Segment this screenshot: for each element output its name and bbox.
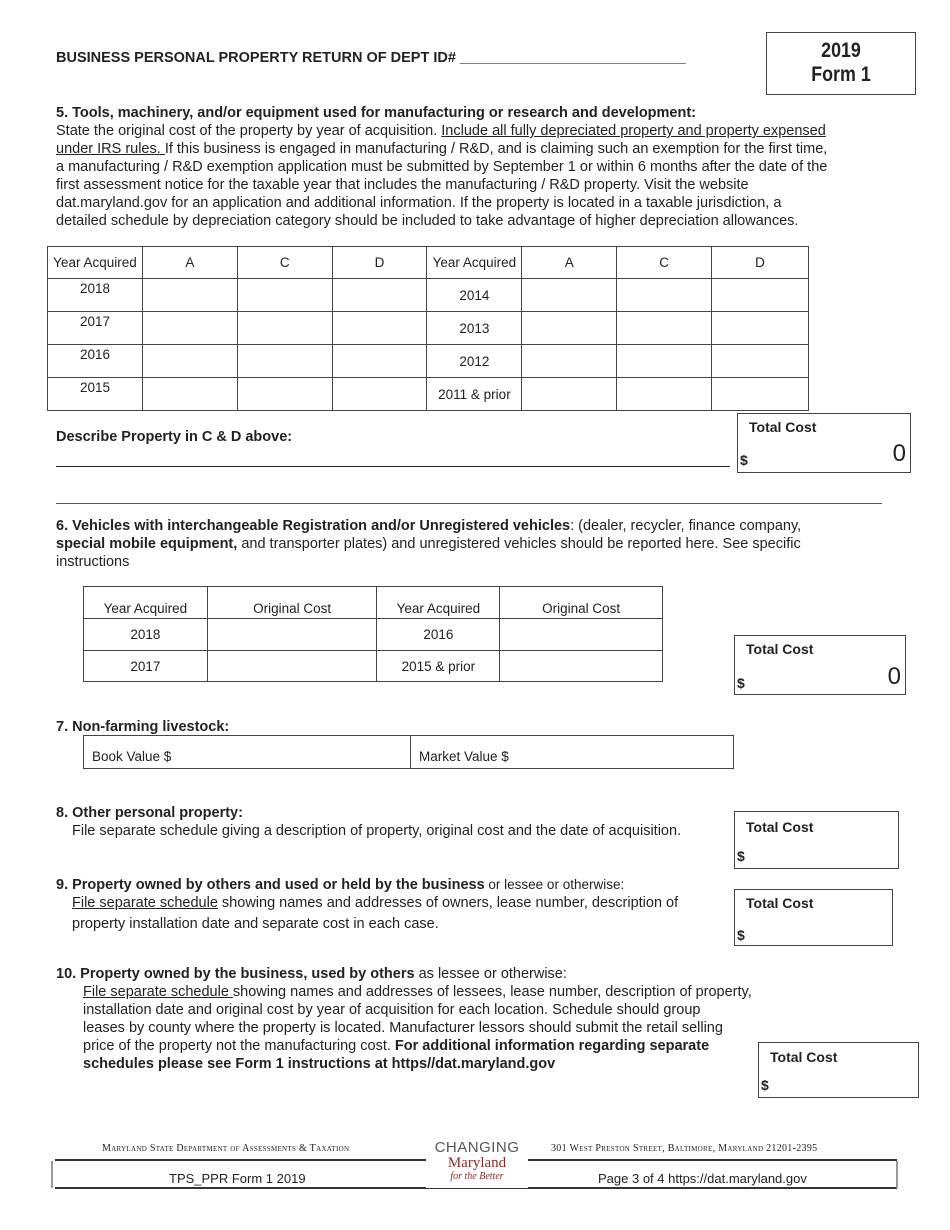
s5-cell[interactable]: [237, 279, 332, 312]
logo-maryland: Maryland: [447, 1155, 507, 1171]
s5-table: [47, 246, 809, 411]
s6-text: [56, 517, 906, 571]
dollar-sign: $: [737, 927, 745, 943]
footer-form-id: TPS_PPR Form 1 2019: [169, 1171, 306, 1186]
s10-l4b: For additional information regarding separate: [394, 1038, 710, 1054]
table-row: [48, 345, 809, 378]
total-cost-label: Total Cost: [770, 1049, 838, 1065]
s5-th-c: C: [237, 247, 332, 279]
s6-cell[interactable]: [500, 651, 663, 682]
table-row: [84, 651, 663, 682]
s9-l2: property installation date and separate cost in each case.: [72, 916, 439, 932]
footer-bracket-left: [51, 1161, 53, 1188]
dollar-sign: $: [761, 1077, 769, 1093]
s6-th-cost: Original Cost: [207, 587, 377, 619]
s5-l1u: Include all fully depreciated property and property expensed: [441, 123, 826, 139]
s6-year: 2017: [84, 651, 208, 682]
table-row: [48, 312, 809, 345]
s5-cell[interactable]: [142, 279, 237, 312]
s10-heading-line: [56, 965, 567, 983]
s5-cell[interactable]: [617, 378, 712, 411]
s8-total-box[interactable]: [734, 811, 899, 869]
s6-total-box[interactable]: [734, 635, 906, 695]
dollar-sign: $: [737, 675, 745, 691]
section-divider: [56, 503, 882, 504]
s6-th-year: Year Acquired: [84, 587, 208, 619]
s5-year: 2018: [48, 279, 143, 312]
s5-cell[interactable]: [712, 279, 809, 312]
s5-l4: first assessment notice for the taxable year that includes the manufacturing / R&D property. Visit the website: [56, 177, 749, 193]
s6-year: 2018: [84, 619, 208, 651]
s10-l3: leases by county where the property is located. Manufacturer lessors should submit the retail selling: [83, 1020, 723, 1036]
total-cost-label: Total Cost: [746, 819, 814, 835]
s5-th-year: Year Acquired: [48, 247, 143, 279]
s5-year: 2015: [48, 378, 143, 411]
s9-heading-rest: or lessee or otherwise:: [484, 877, 625, 892]
s10-l2: installation date and original cost by year of acquisition for each location. Schedule should group: [83, 1002, 701, 1018]
s5-th-d2: D: [712, 247, 809, 279]
s5-cell[interactable]: [617, 279, 712, 312]
form-title: BUSINESS PERSONAL PROPERTY RETURN OF DEPT ID# ____________________________: [56, 50, 686, 66]
s9-l1u: File separate schedule: [72, 895, 218, 911]
s5-cell[interactable]: [237, 378, 332, 411]
total-cost-label: Total Cost: [749, 419, 817, 435]
s5-year: 2013: [427, 312, 522, 345]
s5-cell[interactable]: [142, 378, 237, 411]
s5-cell[interactable]: [522, 312, 617, 345]
s5-cell[interactable]: [522, 279, 617, 312]
s5-cell[interactable]: [712, 312, 809, 345]
s6-table: [83, 586, 663, 682]
total-cost-value: 0: [887, 663, 901, 690]
footer-logo: [426, 1140, 528, 1188]
s6-cell[interactable]: [500, 619, 663, 651]
s9-heading-line: [56, 876, 624, 894]
s5-heading: 5. Tools, machinery, and/or equipment used for manufacturing or research and development:: [56, 105, 697, 121]
table-row: [84, 619, 663, 651]
book-value-field[interactable]: Book Value $: [92, 749, 172, 764]
s5-th-year2: Year Acquired: [427, 247, 522, 279]
s5-th-a2: A: [522, 247, 617, 279]
s5-cell[interactable]: [712, 345, 809, 378]
s5-cell[interactable]: [617, 312, 712, 345]
s5-describe-line[interactable]: [56, 466, 730, 467]
s6-year: 2016: [377, 619, 500, 651]
s9-heading: 9. Property owned by others and used or held by the business: [56, 877, 485, 893]
s10-l5: schedules please see Form 1 instructions at https//dat.maryland.gov: [83, 1056, 556, 1072]
s5-cell[interactable]: [332, 312, 427, 345]
s5-year: 2016: [48, 345, 143, 378]
s5-cell[interactable]: [142, 345, 237, 378]
s6-year: 2015 & prior: [377, 651, 500, 682]
s5-cell[interactable]: [142, 312, 237, 345]
s10-text: [83, 983, 752, 1073]
s5-year: 2017: [48, 312, 143, 345]
s5-cell[interactable]: [237, 345, 332, 378]
s10-heading-rest: as lessee or otherwise:: [414, 966, 567, 982]
s7-livestock-box: [83, 735, 734, 769]
s9-total-box[interactable]: [734, 889, 893, 946]
s5-l5: dat.maryland.gov for an application and additional information. If the property is located in a taxable jurisdiction, a: [56, 195, 782, 211]
s9-l1: showing names and addresses of owners, lease number, description of: [217, 895, 679, 911]
s5-th-c2: C: [617, 247, 712, 279]
s5-cell[interactable]: [712, 378, 809, 411]
s6-t1: : (dealer, recycler, finance company,: [570, 518, 802, 534]
s5-cell[interactable]: [617, 345, 712, 378]
s6-heading: 6. Vehicles with interchangeable Registration and/or Unregistered vehicles: [56, 518, 571, 534]
s10-l1u: File separate schedule: [83, 984, 233, 1000]
s8-heading: 8. Other personal property:: [56, 805, 243, 821]
s5-cell[interactable]: [522, 345, 617, 378]
s5-describe-label: Describe Property in C & D above:: [56, 429, 293, 445]
s5-l3: a manufacturing / R&D exemption application must be submitted by September 1 or within 6 months after the date of the: [56, 159, 828, 175]
s5-year: 2014: [427, 279, 522, 312]
s6-heading2: special mobile equipment,: [56, 536, 238, 552]
s5-l2b: If this business is engaged in manufacturing / R&D, and is claiming such an exemption for the first time,: [164, 141, 828, 157]
s5-year: 2011 & prior: [427, 378, 522, 411]
s6-cell[interactable]: [207, 651, 377, 682]
s8-text: File separate schedule giving a description of property, original cost and the date of acquisition.: [72, 823, 682, 839]
logo-tagline: for the Better: [450, 1171, 504, 1182]
market-value-field[interactable]: Market Value $: [419, 749, 509, 764]
form-number: Form 1: [811, 63, 871, 86]
total-cost-label: Total Cost: [746, 895, 814, 911]
s6-t2: and transporter plates) and unregistered vehicles should be reported here. See specific: [237, 536, 801, 552]
s6-header-row: [84, 587, 663, 619]
s6-t3: instructions: [56, 554, 130, 570]
table-row: [48, 279, 809, 312]
s5-cell[interactable]: [332, 279, 427, 312]
s10-heading: 10. Property owned by the business, used by others: [56, 966, 415, 982]
s5-cell[interactable]: [522, 378, 617, 411]
footer-bracket-right: [896, 1161, 898, 1188]
footer-page: Page 3 of 4 https://dat.maryland.gov: [598, 1171, 807, 1186]
s5-cell[interactable]: [332, 378, 427, 411]
s5-total-box[interactable]: [737, 413, 911, 473]
table-row: [48, 378, 809, 411]
s6-cell[interactable]: [207, 619, 377, 651]
s7-divider: [410, 736, 411, 768]
s10-total-box[interactable]: [758, 1042, 919, 1098]
total-cost-label: Total Cost: [746, 641, 814, 657]
footer-address: 301 West Preston Street, Baltimore, Maryland 21201-2395: [551, 1143, 818, 1154]
s5-th-a: A: [142, 247, 237, 279]
s5-cell[interactable]: [332, 345, 427, 378]
s10-l1: showing names and addresses of lessees, lease number, description of property,: [232, 984, 752, 1000]
form-year: 2019: [821, 39, 861, 62]
s10-l4a: price of the property not the manufacturing cost.: [83, 1038, 395, 1054]
s5-l6: detailed schedule by depreciation category should be included to take advantage of higher depreciation allowances.: [56, 213, 799, 229]
logo-changing: CHANGING: [434, 1139, 520, 1156]
s7-heading: 7. Non-farming livestock:: [56, 719, 230, 735]
s5-header-row: [48, 247, 809, 279]
dollar-sign: $: [737, 848, 745, 864]
s9-text: [72, 893, 678, 935]
footer-dept: Maryland State Department of Assessments & Taxation: [102, 1143, 350, 1154]
s5-l1a: State the original cost of the property by year of acquisition.: [56, 123, 442, 139]
s6-th-year2: Year Acquired: [377, 587, 500, 619]
dollar-sign: $: [740, 452, 748, 468]
s5-text: [56, 122, 896, 230]
total-cost-value: 0: [892, 440, 906, 467]
s5-cell[interactable]: [237, 312, 332, 345]
s5-year: 2012: [427, 345, 522, 378]
s5-l2u: under IRS rules.: [56, 141, 165, 157]
s5-th-d: D: [332, 247, 427, 279]
form-year-box: [766, 32, 916, 95]
s6-th-cost2: Original Cost: [500, 587, 663, 619]
